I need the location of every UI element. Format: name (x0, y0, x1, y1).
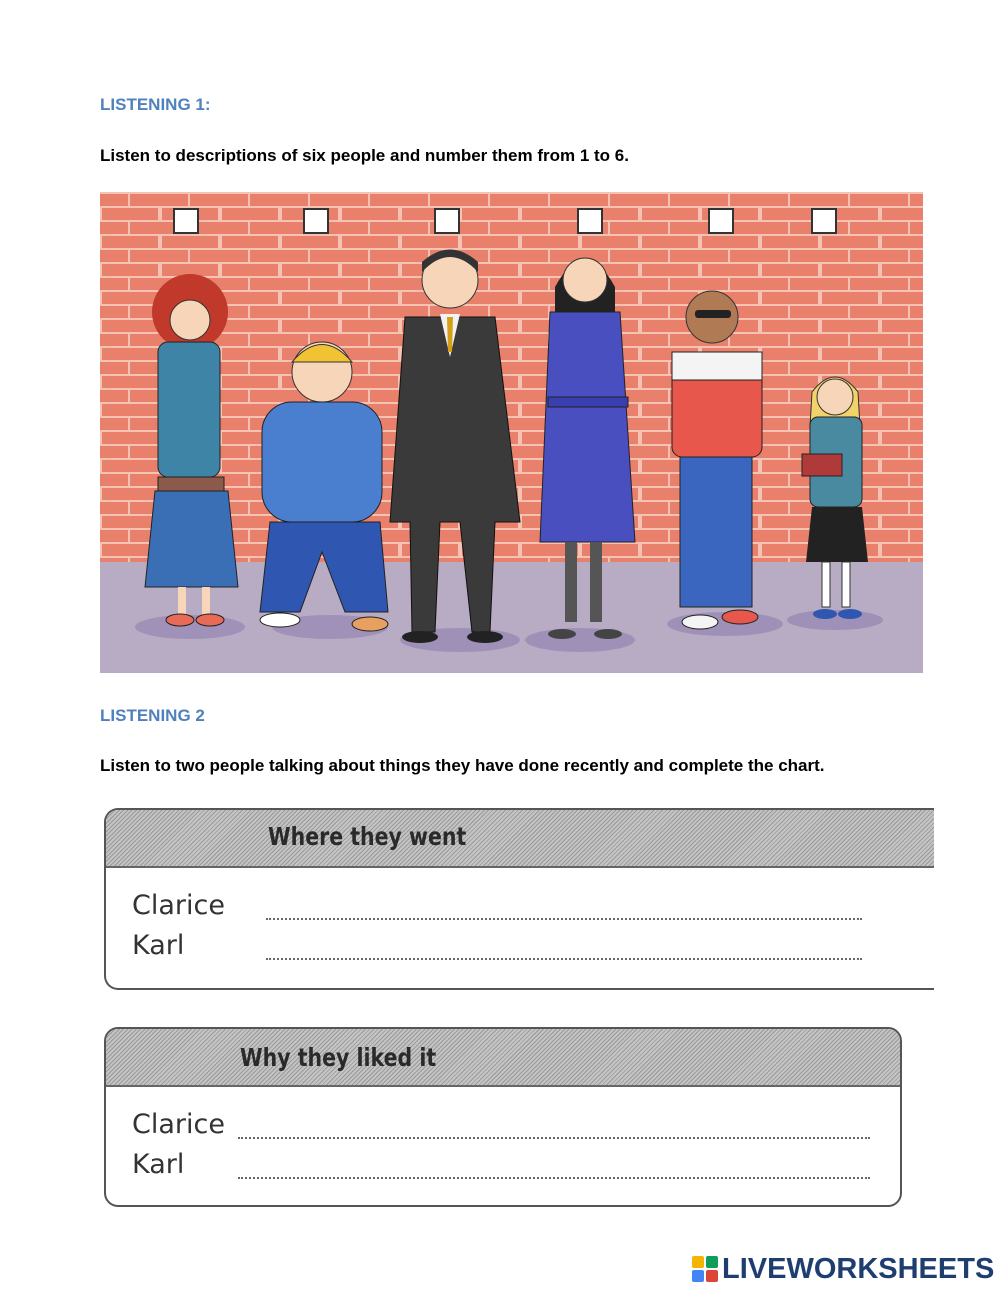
answer-line-clarice[interactable] (238, 1137, 870, 1139)
number-box-6[interactable] (811, 208, 837, 234)
chart-title: Why they liked it (240, 1043, 437, 1072)
answer-line-karl[interactable] (238, 1177, 870, 1179)
number-box-5[interactable] (708, 208, 734, 234)
chart-header-band (106, 810, 934, 868)
logo-text: LIVEWORKSHEETS (722, 1252, 995, 1285)
why-they-liked-it-chart (104, 1027, 902, 1207)
listening-2-instruction: Listen to two people talking about things they have done recently and complete the chart. (100, 756, 825, 775)
number-box-1[interactable] (173, 208, 199, 234)
row-name-karl: Karl (132, 930, 185, 961)
number-box-2[interactable] (303, 208, 329, 234)
chart-header-band (106, 1029, 900, 1087)
number-box-3[interactable] (434, 208, 460, 234)
logo-mark-icon (692, 1256, 718, 1282)
listening-2-heading: LISTENING 2 (100, 706, 205, 725)
row-name-clarice: Clarice (132, 890, 225, 921)
listening-1-heading: LISTENING 1: (100, 95, 211, 114)
where-they-went-chart (104, 808, 934, 990)
chart-title: Where they went (268, 822, 467, 851)
people-illustration (100, 192, 923, 673)
number-box-4[interactable] (577, 208, 603, 234)
row-name-karl: Karl (132, 1149, 185, 1180)
row-name-clarice: Clarice (132, 1109, 225, 1140)
liveworksheets-logo (692, 1254, 994, 1284)
listening-1-instruction: Listen to descriptions of six people and number them from 1 to 6. (100, 146, 629, 165)
answer-line-karl[interactable] (266, 958, 862, 960)
answer-line-clarice[interactable] (266, 918, 862, 920)
